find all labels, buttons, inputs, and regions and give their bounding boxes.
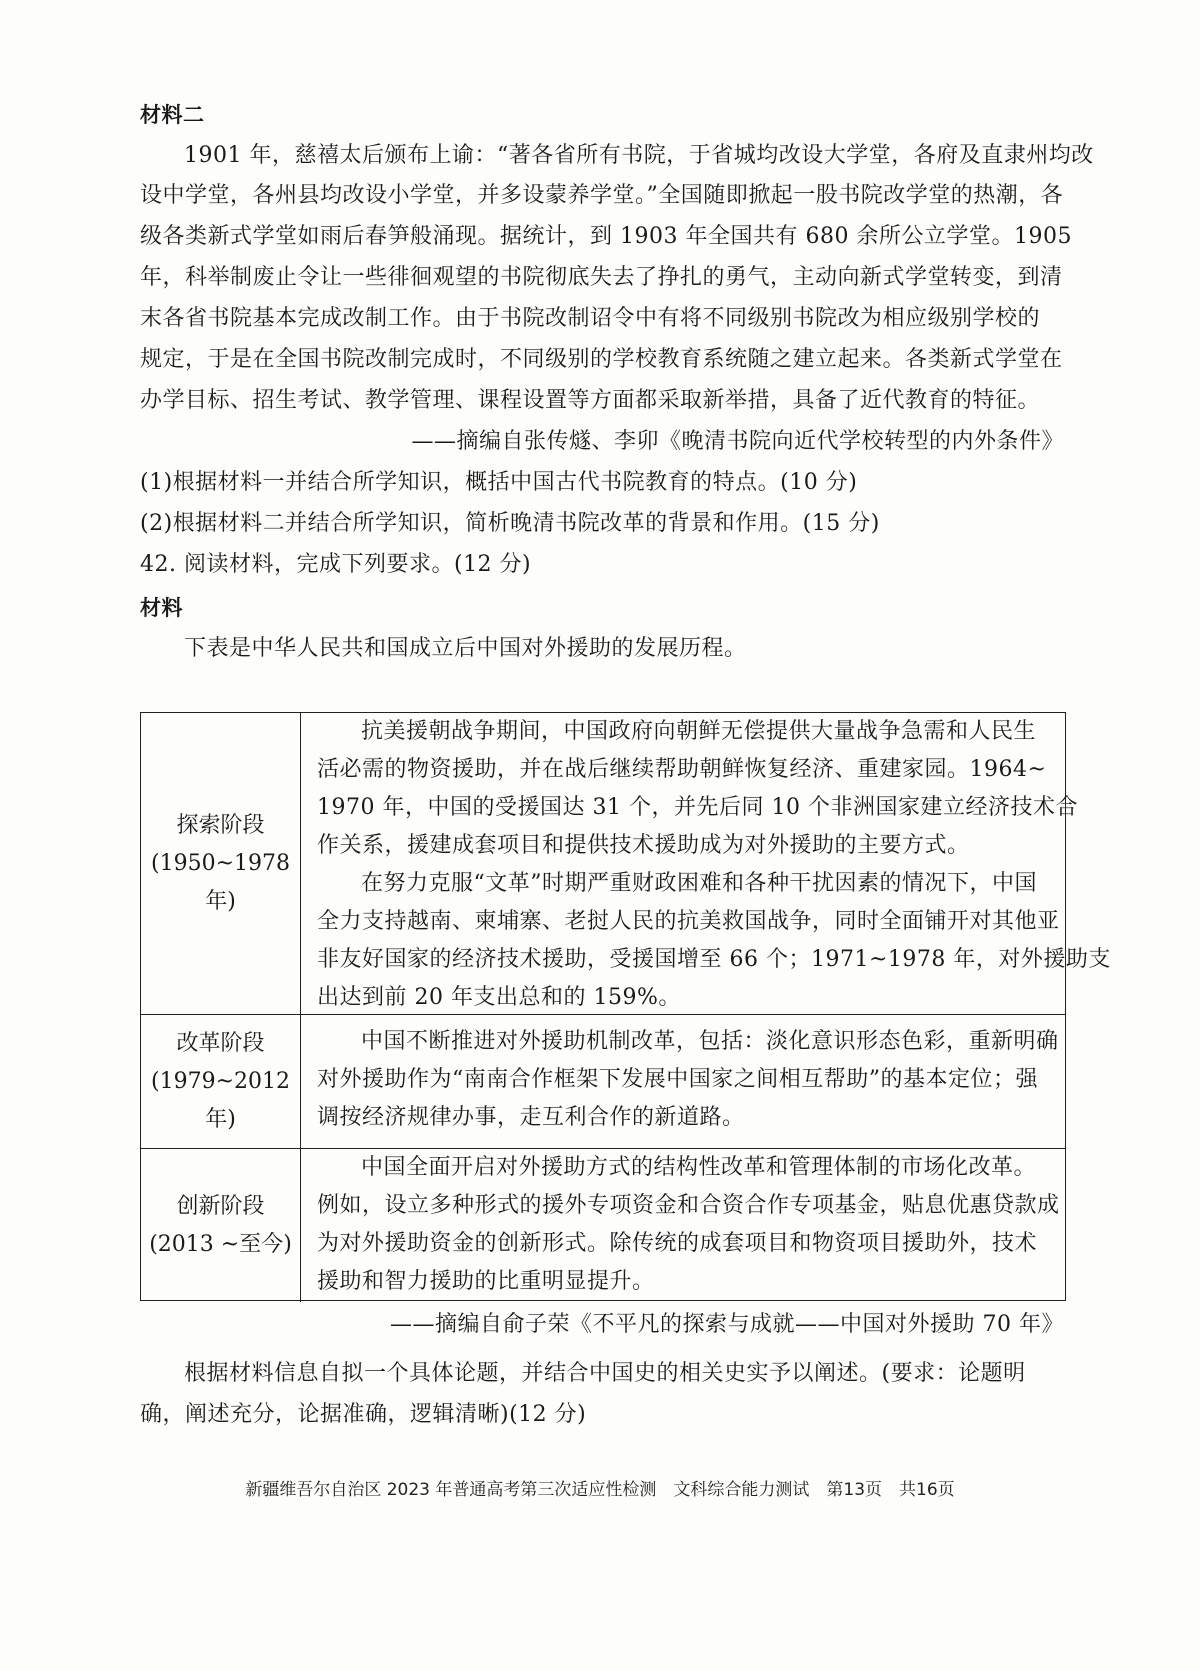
desc-line: 在努力克服“文革”时期严重财政困难和各种干扰因素的情况下，中国 — [361, 871, 1037, 896]
material2-line-3: 级各类新式学堂如雨后春笋般涌现。据统计，到 1903 年全国共有 680 余所公立学堂。1905 — [140, 224, 1072, 249]
desc-line: 调按经济规律办事，走互利合作的新道路。 — [317, 1105, 745, 1130]
desc-line: 活必需的物资援助，并在战后继续帮助朝鲜恢复经济、重建家园。1964~ — [317, 757, 1047, 782]
question-42-title: 42. 阅读材料，完成下列要求。(12 分) — [140, 552, 532, 577]
stage-name: 探索阶段 — [176, 812, 265, 838]
stage-cell — [141, 713, 301, 1014]
stage-description — [317, 1023, 1059, 1137]
stage-cell — [141, 1149, 301, 1302]
q42-task-line-1: 根据材料信息自拟一个具体论题，并结合中国史的相关史实予以阐述。(要求：论题明 — [184, 1361, 1026, 1386]
question-41-1: (1)根据材料一并结合所学知识，概括中国古代书院教育的特点。(10 分) — [140, 470, 858, 495]
material2-heading: 材料二 — [140, 103, 205, 127]
desc-line: 非友好国家的经济技术援助，受援国增至 66 个；1971~1978 年，对外援助支 — [317, 947, 1111, 972]
material2-line-2: 设中学堂，各州县均改设小学堂，并多设蒙养学堂。”全国随即掀起一股书院改学堂的热潮，各 — [140, 183, 1064, 208]
material2-line-6: 规定，于是在全国书院改制完成时，不同级别的学校教育系统随之建立起来。各类新式学堂在 — [140, 347, 1063, 372]
stage-period: (1979~2012 年) — [151, 1068, 290, 1132]
q42-source: ——摘编自俞子荣《不平凡的探索与成就——中国对外援助 70 年》 — [390, 1312, 1064, 1337]
page-footer: 新疆维吾尔自治区 2023 年普通高考第三次适应性检测 文科综合能力测试 第13页 共16页 — [245, 1480, 955, 1500]
stage-description — [317, 713, 1111, 1017]
aid-history-table — [140, 712, 1111, 1301]
q42-material-heading: 材料 — [140, 596, 183, 620]
desc-line: 对外援助作为“南南合作框架下发展中国家之间相互帮助”的基本定位；强 — [317, 1067, 1038, 1092]
desc-line: 例如，设立多种形式的援外专项资金和合资合作专项基金，贴息优惠贷款成 — [317, 1193, 1060, 1218]
desc-line: 1970 年，中国的受援国达 31 个，并先后同 10 个非洲国家建立经济技术合 — [317, 795, 1078, 820]
stage-cell — [141, 1015, 301, 1148]
table-row-exploration — [141, 713, 1111, 1015]
stage-name: 改革阶段 — [176, 1030, 265, 1056]
desc-line: 出达到前 20 年支出总和的 159%。 — [317, 985, 681, 1010]
desc-line: 中国全面开启对外援助方式的结构性改革和管理体制的市场化改革。 — [361, 1155, 1037, 1180]
material2-source: ——摘编自张传燧、李卯《晚清书院向近代学校转型的内外条件》 — [411, 429, 1064, 454]
desc-line: 为对外援助资金的创新形式。除传统的成套项目和物资项目援助外，技术 — [317, 1231, 1038, 1256]
stage-period: (2013 ~至今) — [149, 1231, 292, 1257]
question-41-2: (2)根据材料二并结合所学知识，简析晚清书院改革的背景和作用。(15 分) — [140, 511, 880, 536]
material2-line-5: 末各省书院基本完成改制工作。由于书院改制诏令中有将不同级别书院改为相应级别学校的 — [140, 306, 1041, 331]
material2-line-7: 办学目标、招生考试、教学管理、课程设置等方面都采取新举措，具备了近代教育的特征。 — [140, 388, 1041, 413]
desc-line: 援助和智力援助的比重明显提升。 — [317, 1269, 655, 1294]
stage-description — [317, 1149, 1060, 1301]
table-row-reform — [141, 1015, 1065, 1149]
desc-line: 作关系，援建成套项目和提供技术援助成为对外援助的主要方式。 — [317, 833, 970, 858]
q42-intro: 下表是中华人民共和国成立后中国对外援助的发展历程。 — [184, 636, 747, 661]
q42-task-line-2: 确，阐述充分，论据准确，逻辑清晰)(12 分) — [140, 1402, 587, 1427]
stage-period: (1950~1978 年) — [151, 850, 290, 914]
desc-line: 全力支持越南、柬埔寨、老挝人民的抗美救国战争，同时全面铺开对其他亚 — [317, 909, 1060, 934]
desc-line: 中国不断推进对外援助机制改革，包括：淡化意识形态色彩，重新明确 — [361, 1029, 1059, 1054]
stage-name: 创新阶段 — [176, 1193, 265, 1219]
table-row-innovation — [141, 1149, 1065, 1302]
desc-line: 抗美援朝战争期间，中国政府向朝鲜无偿提供大量战争急需和人民生 — [361, 719, 1037, 744]
material2-line-4: 年，科举制废止令让一些徘徊观望的书院彻底失去了挣扎的勇气，主动向新式学堂转变，到清 — [140, 265, 1063, 290]
material2-line-1: 1901 年，慈禧太后颁布上谕：“著各省所有书院，于省城均改设大学堂，各府及直隶州均改 — [184, 143, 1094, 168]
